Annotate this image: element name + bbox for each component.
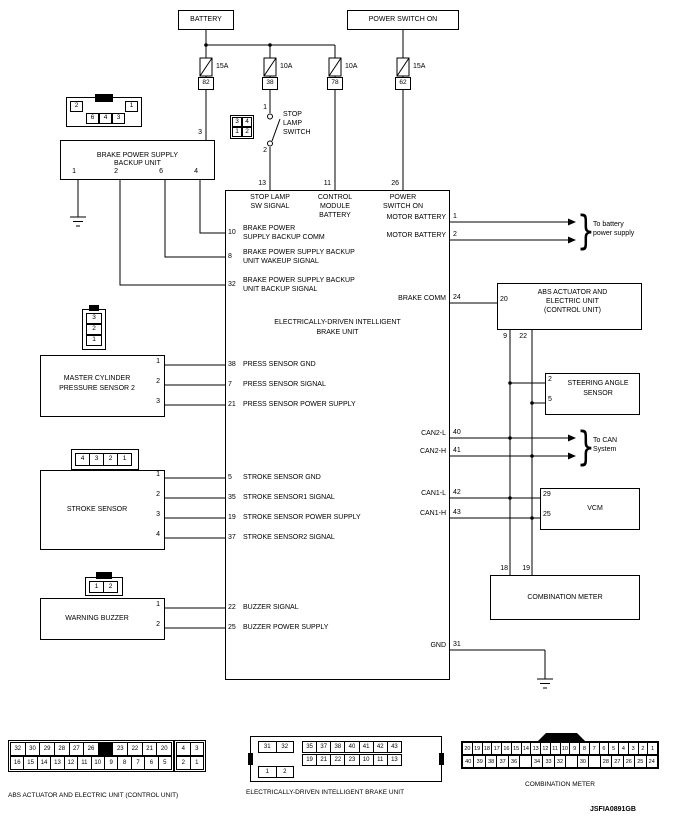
pin-signal-label: POWER	[389, 194, 417, 201]
pin-number-22: 22	[519, 333, 527, 340]
connector-pin-17: 17	[491, 742, 502, 755]
to-can-label: System	[593, 446, 617, 453]
connector-cavity: 2	[103, 581, 118, 593]
pin-signal-label: PRESS SENSOR POWER SUPPLY	[243, 401, 356, 408]
connector-pin-2: 2	[276, 766, 295, 778]
pin-number: 18	[500, 565, 508, 572]
connector-pin-1: 1	[190, 756, 205, 770]
pin-number: 2	[548, 376, 552, 383]
connector-pin-28: 28	[54, 742, 70, 756]
brake-unit-title: ELECTRICALLY-DRIVEN INTELLIGENT	[274, 319, 401, 326]
connector-pin-3: 3	[628, 742, 639, 755]
abs-unit-label: ABS ACTUATOR AND	[537, 289, 608, 296]
connector-pin-36: 36	[508, 755, 520, 768]
connector-pin-5: 5	[608, 742, 619, 755]
connector-pin-38: 38	[485, 755, 497, 768]
pin-signal-label: BRAKE POWER SUPPLY BACKUP	[243, 249, 355, 256]
connector-cavity: 3	[86, 313, 102, 324]
connector-pin-8: 8	[117, 756, 131, 770]
brake-unit-connector-label: ELECTRICALLY-DRIVEN INTELLIGENT BRAKE UNIT	[246, 789, 405, 796]
connector-pin-21: 21	[316, 754, 331, 766]
pin-signal-label: GND	[430, 642, 446, 649]
connector-pin-27: 27	[611, 755, 623, 768]
power-switch-on-label: POWER SWITCH ON	[368, 15, 438, 23]
pin-number-42: 42	[453, 489, 461, 496]
pin-signal-label: SWITCH ON	[382, 203, 424, 210]
pin-signal-label: BRAKE POWER SUPPLY BACKUP	[243, 277, 355, 284]
pin-number: 25	[543, 511, 551, 518]
pin-number: 5	[548, 396, 552, 403]
pin-number-20: 20	[500, 296, 508, 303]
pin-signal-label: UNIT BACKUP SIGNAL	[243, 286, 318, 293]
battery-label: BATTERY	[190, 15, 222, 23]
connector-pin-30: 30	[25, 742, 41, 756]
fuse-number: 38	[266, 79, 274, 87]
brace-icon: }	[577, 208, 595, 254]
pin-number: 1	[156, 471, 160, 478]
pin-number: 4	[194, 168, 198, 175]
connector-pin-3: 3	[190, 742, 205, 756]
pin-number-5: 5	[228, 474, 232, 481]
warning-buzzer-label: WARNING BUZZER	[65, 615, 129, 622]
connector-pin-39: 39	[473, 755, 485, 768]
pin-signal-label: UNIT WAKEUP SIGNAL	[243, 258, 319, 265]
abs-unit-label: (CONTROL UNIT)	[544, 307, 601, 314]
connector-pin-11: 11	[550, 742, 561, 755]
to-can-label: To CAN	[593, 437, 618, 444]
connector-pin-15: 15	[23, 756, 37, 770]
pin-number: 2	[114, 168, 118, 175]
connector-pin-10: 10	[359, 754, 374, 766]
pin-signal-label: STROKE SENSOR2 SIGNAL	[243, 534, 335, 541]
pin-signal-label: CAN1-L	[421, 490, 446, 497]
pin-signal-label: PRESS SENSOR GND	[243, 361, 316, 368]
pin-number-8: 8	[228, 253, 232, 260]
stop-lamp-switch-label: STOP	[283, 111, 302, 118]
pin-number-24: 24	[453, 294, 461, 301]
connector-pin-26: 26	[623, 755, 635, 768]
connector-pin-11: 11	[77, 756, 91, 770]
connector-pin-9: 9	[569, 742, 580, 755]
to-battery-label: power supply	[593, 230, 635, 237]
connector-pin-33: 33	[542, 755, 554, 768]
connector-pin-35: 35	[302, 741, 317, 753]
connector-pin-37: 37	[316, 741, 331, 753]
connector-pin-38: 38	[330, 741, 345, 753]
connector-cavity: 2	[103, 453, 118, 466]
connector-pin-2: 2	[638, 742, 649, 755]
pin-signal-label: BUZZER POWER SUPPLY	[243, 624, 329, 631]
connector-pin-2: 2	[176, 756, 191, 770]
connector-cavity: 2	[242, 127, 252, 137]
pin-signal-label: STROKE SENSOR1 SIGNAL	[243, 494, 335, 501]
pin-number-21: 21	[228, 401, 236, 408]
meter-connector-label: COMBINATION METER	[525, 781, 595, 788]
pin-number: 2	[263, 147, 267, 154]
pin-number-13: 13	[258, 180, 266, 187]
pin-number-2: 2	[453, 231, 457, 238]
connector-cavity: 1	[117, 453, 132, 466]
connector-pin-42: 42	[373, 741, 388, 753]
pin-number-22: 22	[228, 604, 236, 611]
fuse-number: 82	[202, 79, 210, 87]
connector-pin-20: 20	[156, 742, 172, 756]
connector-cavity: 3	[89, 453, 104, 466]
connector-cavity: 4	[75, 453, 90, 466]
connector-pin-16: 16	[10, 756, 24, 770]
connector-pin-23: 23	[344, 754, 359, 766]
fuse-amp-label: 15A	[216, 63, 229, 70]
diagram-code: JSFIA0891GB	[590, 806, 636, 813]
connector-pin-20: 20	[462, 742, 473, 755]
pin-number-32: 32	[228, 281, 236, 288]
connector-pin-22: 22	[127, 742, 143, 756]
connector-pin-21: 21	[142, 742, 158, 756]
connector-cavity: 3	[112, 113, 125, 124]
connector-pin-16: 16	[501, 742, 512, 755]
pin-signal-label: STOP LAMP	[250, 194, 290, 201]
backup-unit-label: BACKUP UNIT	[114, 160, 161, 167]
pin-number: 1	[156, 601, 160, 608]
connector-pin-40: 40	[462, 755, 474, 768]
connector-pin-18: 18	[482, 742, 493, 755]
connector-pin-23: 23	[112, 742, 128, 756]
vcm-label: VCM	[587, 505, 603, 512]
pin-number: 2	[156, 491, 160, 498]
fuse-amp-label: 15A	[413, 63, 426, 70]
connector-pin-7: 7	[589, 742, 600, 755]
fuse-number: 78	[331, 79, 339, 87]
connector-pin-5: 5	[158, 756, 172, 770]
pin-signal-label: CAN2-H	[419, 448, 446, 455]
connector-pin-32: 32	[276, 741, 295, 753]
connector-pin-37: 37	[496, 755, 508, 768]
steering-sensor-label: SENSOR	[583, 390, 613, 397]
pin-number: 3	[156, 398, 160, 405]
pin-number-35: 35	[228, 494, 236, 501]
stop-lamp-switch-label: LAMP	[283, 120, 303, 127]
pin-number: 1	[263, 104, 267, 111]
pin-signal-label: SW SIGNAL	[250, 203, 290, 210]
pin-number-26: 26	[391, 180, 399, 187]
master-cylinder-label: MASTER CYLINDER	[63, 375, 131, 382]
connector-pin-1: 1	[647, 742, 658, 755]
pin-number-19: 19	[228, 514, 236, 521]
pin-number: 2	[156, 378, 160, 385]
connector-cavity: 3	[232, 117, 242, 127]
pin-number-3: 3	[198, 129, 202, 136]
connector-cavity: 6	[86, 113, 99, 124]
pin-signal-label: CONTROL	[317, 194, 353, 201]
connector-pin-40: 40	[344, 741, 359, 753]
connector-cavity: 4	[242, 117, 252, 127]
connector-pin-13: 13	[387, 754, 402, 766]
connector-pin-22: 22	[330, 754, 345, 766]
connector-pin-19: 19	[472, 742, 483, 755]
connector-pin-11: 11	[373, 754, 388, 766]
fuse-amp-label: 10A	[280, 63, 293, 70]
pin-number: 1	[156, 358, 160, 365]
pin-signal-label: STROKE SENSOR GND	[243, 474, 321, 481]
connector-pin-14: 14	[37, 756, 51, 770]
pin-number: 1	[72, 168, 76, 175]
pin-signal-label: SUPPLY BACKUP COMM	[243, 234, 325, 241]
connector-pin-4: 4	[618, 742, 629, 755]
connector-pin-13: 13	[530, 742, 541, 755]
connector-pin-10: 10	[91, 756, 105, 770]
connector-pin-43: 43	[387, 741, 402, 753]
pin-number: 6	[159, 168, 163, 175]
connector-pin-29: 29	[39, 742, 55, 756]
pin-number-1: 1	[453, 213, 457, 220]
pin-number-10: 10	[228, 229, 236, 236]
connector-pin-28: 28	[600, 755, 612, 768]
pin-number-31: 31	[453, 641, 461, 648]
backup-unit-label: BRAKE POWER SUPPLY	[96, 151, 179, 159]
connector-pin-25: 25	[634, 755, 646, 768]
connector-pin-41: 41	[359, 741, 374, 753]
pin-signal-label: BRAKE COMM	[398, 295, 446, 302]
connector-pin-19: 19	[302, 754, 317, 766]
pin-number-43: 43	[453, 509, 461, 516]
pin-signal-label: BRAKE POWER	[243, 225, 296, 232]
pin-signal-label: CAN2-L	[421, 430, 446, 437]
fuse-amp-label: 10A	[345, 63, 358, 70]
connector-pin-15: 15	[511, 742, 522, 755]
pin-number-25: 25	[228, 624, 236, 631]
brake-unit-title: BRAKE UNIT	[316, 329, 359, 336]
pin-number: 4	[156, 531, 160, 538]
brace-icon: }	[577, 424, 595, 470]
pin-signal-label: BUZZER SIGNAL	[243, 604, 299, 611]
pin-number: 19	[522, 565, 530, 572]
to-battery-label: To battery	[593, 221, 624, 228]
connector-pin-9: 9	[104, 756, 118, 770]
pin-signal-label: STROKE SENSOR POWER SUPPLY	[243, 514, 361, 521]
connector-pin-31: 31	[258, 741, 277, 753]
pin-number-7: 7	[228, 381, 232, 388]
abs-connector-label: ABS ACTUATOR AND ELECTRIC UNIT (CONTROL UNIT)	[8, 792, 179, 799]
connector-cavity: 4	[99, 113, 112, 124]
connector-pin-12: 12	[540, 742, 551, 755]
connector-pin-26: 26	[83, 742, 99, 756]
master-cylinder-label: PRESSURE SENSOR 2	[59, 385, 135, 392]
pin-number-41: 41	[453, 447, 461, 454]
connector-pin-10: 10	[560, 742, 571, 755]
pin-number: 3	[156, 511, 160, 518]
connector-cavity: 2	[86, 324, 102, 335]
pin-signal-label: PRESS SENSOR SIGNAL	[243, 381, 326, 388]
connector-pin-24: 24	[646, 755, 658, 768]
connector-pin-32: 32	[554, 755, 566, 768]
pin-signal-label: MOTOR BATTERY	[386, 214, 446, 221]
abs-unit-label: ELECTRIC UNIT	[546, 298, 599, 305]
pin-number-38: 38	[228, 361, 236, 368]
pin-number-40: 40	[453, 429, 461, 436]
connector-pin-4: 4	[176, 742, 191, 756]
connector-pin-34: 34	[531, 755, 543, 768]
fuse-number: 62	[399, 79, 407, 87]
connector-pin-7: 7	[131, 756, 145, 770]
pin-number: 29	[543, 491, 551, 498]
connector-cavity: 1	[125, 101, 138, 112]
pin-number-37: 37	[228, 534, 236, 541]
pin-signal-label: CAN1-H	[419, 510, 446, 517]
connector-pin-8: 8	[579, 742, 590, 755]
connector-pin-27: 27	[69, 742, 85, 756]
connector-pin-6: 6	[599, 742, 610, 755]
pin-number-9: 9	[503, 333, 507, 340]
pin-signal-label: MOTOR BATTERY	[386, 232, 446, 239]
connector-pin-14: 14	[521, 742, 532, 755]
connector-cavity: 1	[89, 581, 104, 593]
connector-pin-12: 12	[64, 756, 78, 770]
pin-number: 2	[156, 621, 160, 628]
steering-sensor-label: STEERING ANGLE	[567, 380, 629, 387]
connector-pin-6: 6	[144, 756, 158, 770]
connector-pin-1: 1	[258, 766, 277, 778]
connector-pin-13: 13	[50, 756, 64, 770]
pin-number-11: 11	[323, 180, 331, 187]
stroke-sensor-label: STROKE SENSOR	[66, 506, 128, 513]
connector-pin-30: 30	[577, 755, 589, 768]
connector-cavity: 2	[70, 101, 83, 112]
pin-signal-label: MODULE	[320, 203, 350, 210]
pin-signal-label: BATTERY	[319, 212, 351, 219]
connector-pin-32: 32	[10, 742, 26, 756]
stop-lamp-switch-label: SWITCH	[283, 129, 311, 136]
connector-cavity: 1	[232, 127, 242, 137]
connector-cavity: 1	[86, 335, 102, 346]
combination-meter-label: COMBINATION METER	[527, 594, 603, 601]
